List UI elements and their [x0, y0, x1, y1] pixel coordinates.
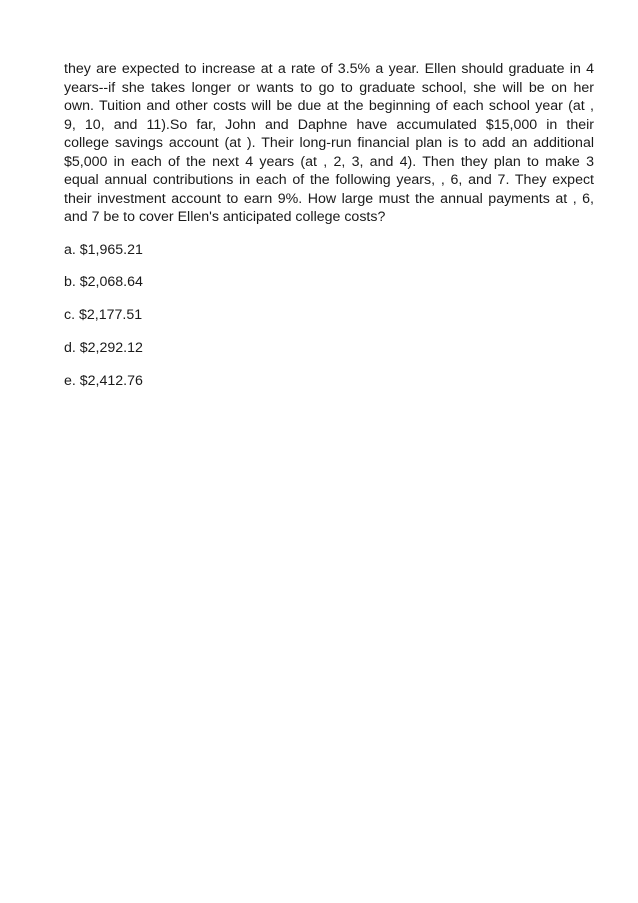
- question-line: they are expected to increase at a rate of 3.5% a year. Ellen should graduate in 4: [64, 61, 594, 77]
- question-text: [64, 60, 594, 227]
- answer-option-d: d. $2,292.12: [64, 339, 143, 356]
- question-line: own. Tuition and other costs will be due at the beginning of each school year (at ,: [64, 98, 594, 114]
- page-content: [64, 60, 594, 404]
- answer-options: [64, 241, 594, 391]
- question-line: their investment account to earn 9%. How large must the annual payments at , 6,: [64, 190, 594, 207]
- answer-option-c: c. $2,177.51: [64, 307, 143, 324]
- answer-option-b: b. $2,068.64: [64, 274, 143, 291]
- answer-option-e: e. $2,412.76: [64, 372, 143, 389]
- question-line: and 7 be to cover Ellen's anticipated college costs?: [64, 209, 386, 225]
- question-line: 9, 10, and 11).So far, John and Daphne have accumulated $15,000 in their: [64, 116, 594, 133]
- question-line: college savings account (at ). Their long-run financial plan is to add an additional: [64, 135, 594, 151]
- answer-option-a: a. $1,965.21: [64, 241, 143, 258]
- question-line: equal annual contributions in each of the following years, , 6, and 7. They expect: [64, 172, 594, 188]
- question-line: $5,000 in each of the next 4 years (at , 2, 3, and 4). Then they plan to make 3: [64, 153, 594, 170]
- question-line: years--if she takes longer or wants to go to graduate school, she will be on her: [64, 79, 594, 96]
